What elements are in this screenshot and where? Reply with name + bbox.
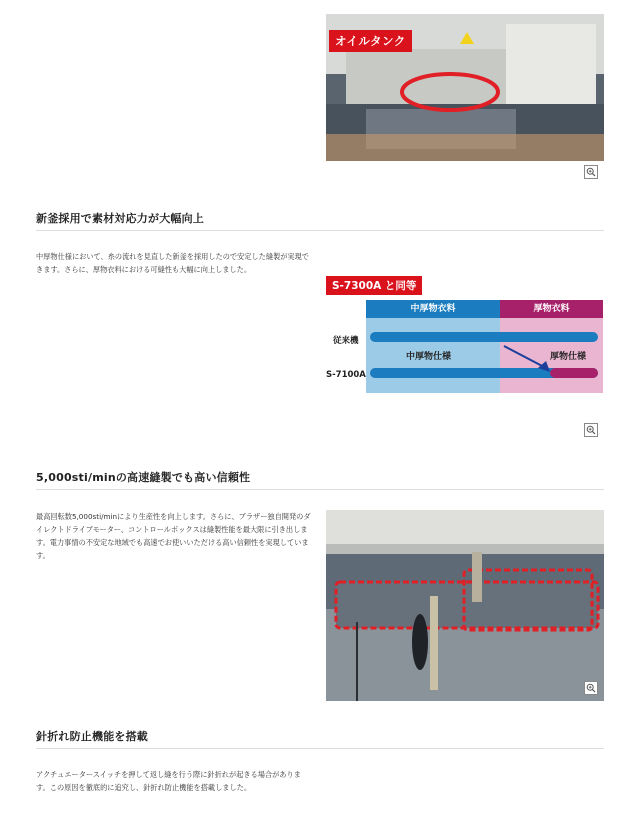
- section-text-needle-break: アクチュエータースイッチを押して返し縫を行う際に針折れが起きる場合があります。この原因を徹底的に追究し、針折れ防止機能を搭載しました。: [36, 770, 301, 792]
- diagram-head-heavy: 厚物衣料: [500, 300, 603, 318]
- bar-s7100a-heavy: [550, 368, 598, 378]
- spec-heavy-label: 厚物仕様: [550, 352, 587, 362]
- diagram-head-medium: 中厚物衣料: [366, 300, 500, 318]
- row-label-conventional: 従来機: [333, 336, 359, 346]
- section-title-needle-break: 針折れ防止機能を搭載: [36, 730, 148, 743]
- divider: [36, 489, 604, 490]
- divider: [36, 230, 604, 231]
- section-title-new-hook: 新釜採用で素材対応力が大幅向上: [36, 212, 204, 225]
- section-text-high-speed: 最高回転数5,000sti/minにより生産性を向上します。さらに、ブラザー独自開発のダイレクトドライブモーター、コントロールボックスは縫製性能を最大限に引き出します。電力事情の不安定な地域でも高速でお使いいただける高い信頼性を実現しています。: [36, 512, 311, 560]
- spec-medium-label: 中厚物仕様: [406, 352, 452, 362]
- section-title-high-speed: 5,000sti/minの高速縫製でも高い信頼性: [36, 471, 251, 484]
- section-text-new-hook: 中厚物仕様において、糸の流れを見直した新釜を採用したので安定した縫製が実現できます。さらに、厚物衣料における可縫性も大幅に向上しました。: [36, 252, 309, 274]
- row-label-s7100a: S-7100A: [326, 370, 366, 380]
- control-box-photo: [326, 510, 604, 701]
- diagram-tag: S-7300A と同等: [326, 276, 422, 295]
- control-box-illustration: [326, 510, 604, 701]
- zoom-in-icon[interactable]: [584, 165, 598, 179]
- divider: [36, 748, 604, 749]
- zoom-in-icon[interactable]: [584, 681, 598, 695]
- zoom-in-icon[interactable]: [584, 423, 598, 437]
- oil-tank-label: オイルタンク: [329, 30, 412, 52]
